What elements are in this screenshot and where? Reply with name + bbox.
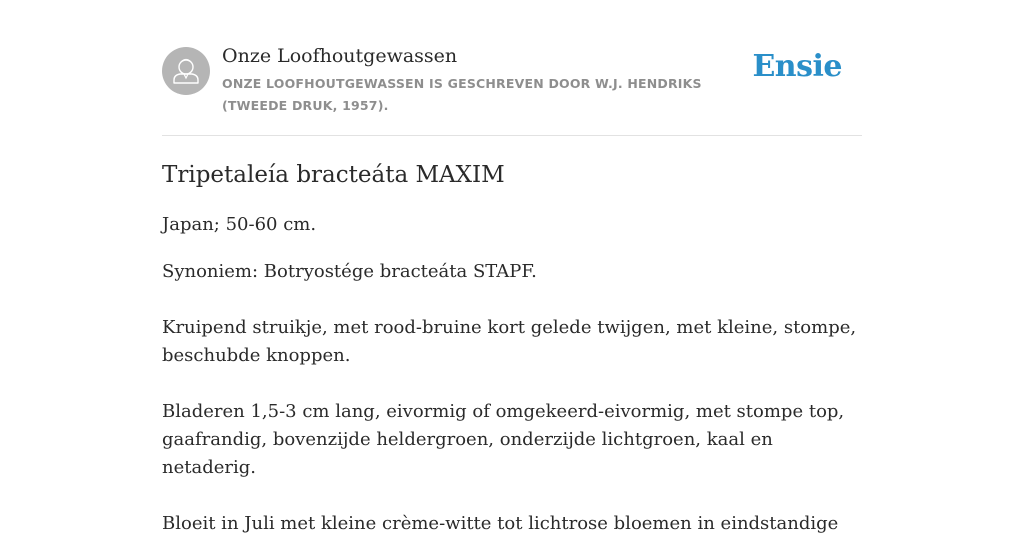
article-paragraph: Bloeit in Juli met kleine crème-witte tot lichtrose bloemen in eindstandige xyxy=(162,513,839,534)
user-icon xyxy=(162,47,210,95)
author-avatar[interactable] xyxy=(162,47,210,95)
article-paragraph: Kruipend struikje, met rood-bruine kort gelede twijgen, met kleine, stompe, beschubde knoppen. xyxy=(162,317,857,366)
article-content xyxy=(162,158,862,538)
article-paragraph: Bladeren 1,5-3 cm lang, eivormig of omgekeerd-eivormig, met stompe top, gaafrandig, bovenzijde heldergroen, onderzijde lichtgroen, kaal en netaderig. xyxy=(162,401,845,478)
article-title: Tripetaleía bracteáta MAXIM xyxy=(162,162,505,188)
author-description: ONZE LOOFHOUTGEWASSEN IS GESCHREVEN DOOR W.J. HENDRIKS (TWEEDE DRUK, 1957). xyxy=(222,76,702,113)
article-origin: Japan; 50-60 cm. xyxy=(162,214,317,235)
article-synonym: Synoniem: Botryostége bracteáta STAPF. xyxy=(162,261,537,282)
ensie-logo[interactable]: Ensie xyxy=(752,49,842,84)
header xyxy=(162,0,862,136)
author-name[interactable]: Onze Loofhoutgewassen xyxy=(222,45,458,67)
